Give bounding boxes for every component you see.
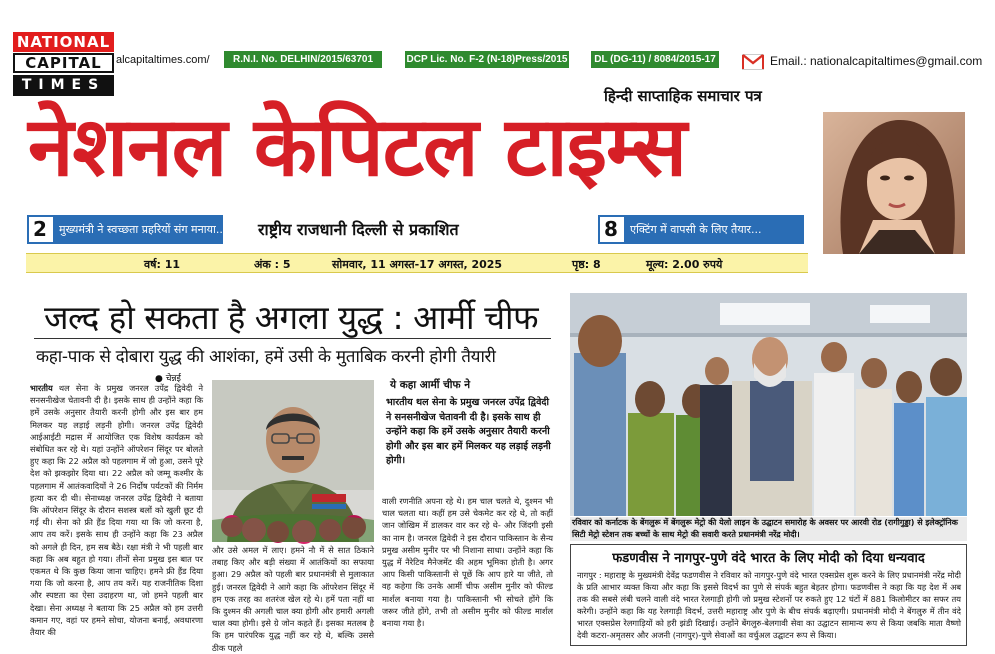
teaser-page-number: 2: [29, 217, 51, 242]
rni-number: R.N.I. No. DELHIN/2015/63701: [224, 51, 382, 68]
logo-line-national: NATIONAL: [13, 32, 114, 52]
column-1-text: थल सेना के प्रमुख जनरल उपेंद्र द्विवेदी ने सनसनीखेज चेतावनी दी है। इसके साथ ही उन्होंने कहा कि हमें उसके अनुसार तैयारी करनी होगी और इस बार हम मिलकर यह लड़ाई लड़नी होगी। जनरल उपेंद्र द्विवेदी आईआईटी मद्रास में आयोजित एक विशेष कार्यक्रम को संबोधित कर रहे थे। यहां उन्होंने ऑपरेशन सिंदूर पर बोलते हुए कहा कि 22 अप्रैल को पहलगाम में जो हुआ, उसने पूरे देश को झकझोर दिया था। 22 अप्रैल को जम्मू कश्मीर के पहलगाम में आतंकवादियों ने 26 निर्दोष पर्यटकों की निर्मम हत्या कर दी थी। सेनाध्यक्ष जनरल उपेंद्र द्विवेदी ने बताया कि ऑपरेशन सिंदूर के दौरान सशस्त्र बलों को खुली छूट दी गई थी। सेना को फ्री हैंड दिया गया था कि जो करना है, आप तय करें। इसके साथ ही उन्होंने कहा कि 23 अप्रैल को अगले ही दिन, हम सब बैठे। रक्षा मंत्री ने भी पहली बार कहा कि अब बहुत हो गया। तीनों सेना प्रमुख इस बात पर एकमत थे कि कुछ किया जाना चाहिए। हमने फ्री हैंड दिया गया कि जो करना है, आप तय करें। यह राजनीतिक दिशा और स्पष्टता का ऐसा उदाहरण था, जो हमने पहली बार देखा। सेना अध्यक्ष ने बताया कि 25 अप्रैल को हम उत्तरी कमान गए, वहां पर हमने सोचा, योजना बनाई, अवधारणा तैयार की: [30, 383, 203, 638]
actress-photo: [823, 112, 965, 254]
logo-line-capital: CAPITAL: [13, 53, 114, 73]
story-column-1: [30, 382, 203, 646]
teaser-text: एक्टिंग में वापसी के लिए तैयार...: [624, 217, 802, 242]
story-column-3: वाली रणनीति अपना रहे थे। हम चाल चलते थे, दुश्मन भी चाल चलता था। कहीं हम उसे चेकमेट कर रहे थे, तो कहीं जान जोखिम में डालकर वार कर रहे थे- और जिंदगी इसी का नाम है। जनरल द्विवेदी ने इस दौरान पाकिस्तान के सैन्य प्रमुख असीम मुनीर पर भी निशाना साधा। उन्होंने कहा कि युद्ध में नैरेटिव मैनेजमेंट की अहम भूमिका होती है। अगर आप किसी पाकिस्तानी से पूछें कि आप हारे या जीते, तो वह कहेगा कि उनके आर्मी चीफ असीम मुनीर को फील्ड मार्शल बनाया गया है। पाकिस्तानी भी सोचते होंगे कि जरूर जीते होंगे, तभी तो असीम मुनीर को फील्ड मार्शल बनाया गया है।: [382, 496, 553, 629]
issue-price: मूल्य: 2.00 रुपये: [646, 258, 723, 271]
issue-info-bar: [26, 253, 808, 273]
teaser-page-number: 8: [600, 217, 622, 242]
teaser-page-2[interactable]: [27, 215, 223, 244]
masthead-title: नेशनल केपिटल टाइम्स: [28, 100, 687, 195]
teaser-page-8[interactable]: [598, 215, 804, 244]
dateline: ● चेन्नई: [155, 374, 181, 384]
main-story: [30, 292, 555, 653]
issue-pages: पृष्ठ: 8: [572, 258, 601, 271]
issue-number: अंक : 5: [254, 258, 291, 271]
metro-ride-photo: [570, 293, 967, 516]
main-headline: जल्द हो सकता है अगला युद्ध : आर्मी चीफ: [44, 298, 539, 337]
dl-number: DL (DG-11) / 8084/2015-17: [591, 51, 719, 68]
logo-line-times: TIMES: [13, 75, 114, 96]
lead-word: भारतीय: [30, 383, 53, 393]
photo-caption: रविवार को कर्नाटक के बेंगलुरू में बेंगलुरू मेट्रो की येलो लाइन के उद्घाटन समारोह के अवसर पर आरवी रोड (रागीगुड्डा) से इलेक्ट्रॉनिक सिटी मेट्रो स्टेशन तक बच्चों के साथ मेट्रो की सवारी करते प्रधानमंत्री नरेंद्र मोदी।: [570, 517, 967, 541]
weekly-label: हिन्दी साप्ताहिक समाचार पत्र: [604, 87, 762, 105]
issue-dates: सोमवार, 11 अगस्त-17 अगस्त, 2025: [332, 258, 503, 271]
side-story-body: नागपुर : महाराष्ट्र के मुख्यमंत्री देवेंद्र फडणवीस ने रविवार को नागपुर-पुणे वंदे भारत एक्सप्रेस शुरू करने के लिए प्रधानमंत्री नरेंद्र मोदी के प्रति आभार व्यक्त किया और कहा कि इससे विदर्भ का पुणे से संपर्क बहुत बेहतर होगा। फडणवीस ने कहा कि यह देश में अब तक की सबसे लंबी चलने वाली वंदे भारत रेलगाड़ी होगी जो प्रमुख स्टेशनों पर रुकते हुए 12 घंटों में 881 किलोमीटर का सफर तय करेगी। उन्होंने कहा कि यह रेलगाड़ी विदर्भ, उत्तरी महाराष्ट्र और पुणे के बीच संपर्क बढ़ाएगी। प्रधानमंत्री मोदी ने बेंगलुरु में तीन वंदे भारत एक्सप्रेस रेलगाड़ियों को हरी झंडी दिखाई। उन्होंने बेंगलुरु-बेलगावी सेवा का उद्घाटन सामान्य रूप से किया जबकि माता वैष्णो देवी कटरा-अमृतसर और अजनी (नागपुर)-पुणे सेवाओं का वर्चुअल उद्घाटन रूप से किया।: [577, 570, 961, 640]
side-story: [570, 544, 967, 646]
pullquote: भारतीय थल सेना के प्रमुख जनरल उपेंद्र द्विवेदी ने सनसनीखेज चेतावनी दी है। इसके साथ ही उन्होंने कहा कि हमें उसके अनुसार तैयारी करनी होगी और इस बार हमें मिलकर यह लड़ाई लड़नी होगी।: [386, 397, 551, 467]
story-column-2: और उसे अमल में लाए। हमने नौ में से सात ठिकाने तबाह किए और बड़ी संख्या में आतंकियों का सफाया हुआ। 29 अप्रैल को पहली बार प्रधानमंत्री से मुलाकात हुई। जनरल द्विवेदी ने आगे कहा कि ऑपरेशन सिंदूर में हम एक तरह का शतरंज खेल रहे थे। हमें पता नहीं था कि दुश्मन की अगली चाल क्या होगी और हमारी अगली चाल क्या होगी। इसे ग्रे जोन कहते हैं। इसका मतलब है कि हम पारंपरिक युद्ध नहीं कर रहे थे, बल्कि उससे ठीक पहले: [212, 545, 374, 653]
dcp-licence: DCP Lic. No. F-2 (N-18)Press/2015: [405, 51, 569, 68]
newspaper-logo: [13, 32, 114, 96]
army-chief-photo: [212, 380, 374, 542]
tagline: राष्ट्रीय राजधानी दिल्ली से प्रकाशित: [258, 220, 459, 239]
headline-divider: [34, 338, 551, 339]
issue-year: वर्ष: 11: [144, 258, 181, 271]
email-address[interactable]: Email.: nationalcapitaltimes@gmail.com: [770, 54, 983, 68]
website-link[interactable]: alcapitaltimes.com/: [116, 54, 210, 66]
gmail-icon: [742, 54, 764, 70]
main-subheadline: कहा-पाक से दोबारा युद्ध की आशंका, हमें उसी के मुताबिक करनी होगी तैयारी: [36, 347, 496, 367]
pullquote-title: ये कहा आर्मी चीफ ने: [390, 379, 471, 391]
side-story-headline: फडणवीस ने नागपुर-पुणे वंदे भारत के लिए मोदी को दिया धन्यवाद: [612, 551, 925, 566]
teaser-text: मुख्यमंत्री ने स्वच्छता प्रहरियों संग मनाया..: [53, 217, 221, 242]
